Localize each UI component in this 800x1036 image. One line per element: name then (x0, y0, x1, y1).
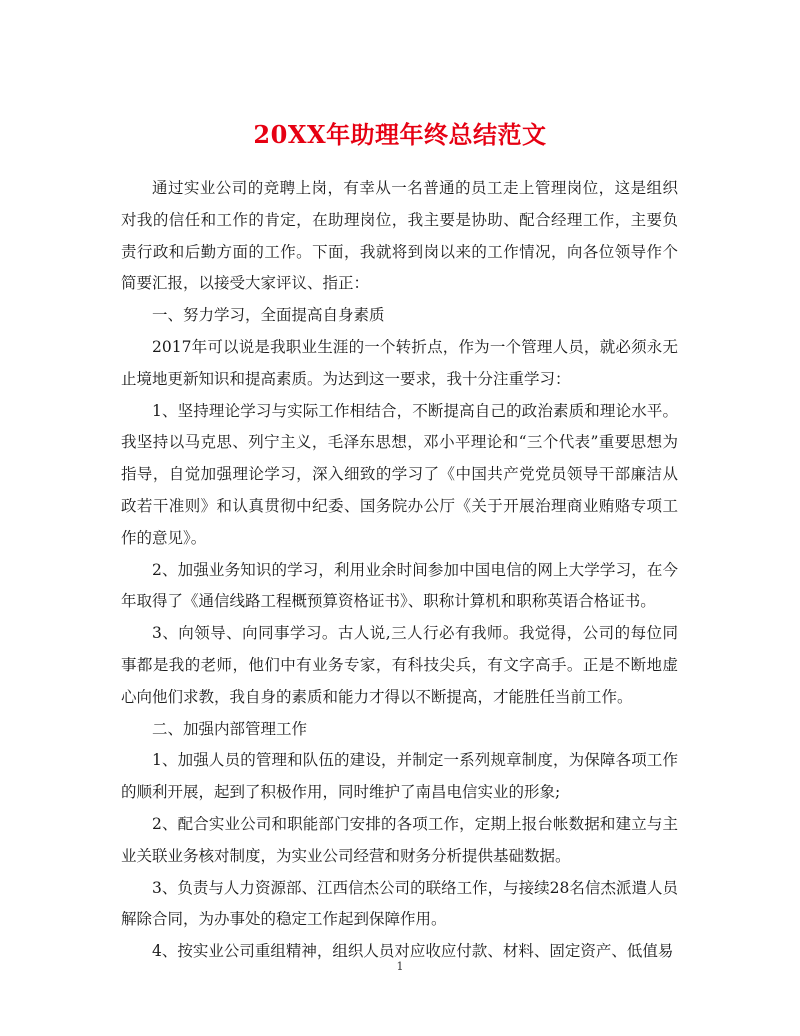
paragraph: 3、向领导、向同事学习。古人说,三人行必有我师。我觉得，公司的每位同事都是我的老师，他们中有业务专家，有科技尖兵，有文字高手。正是不断地虚心向他们求教，我自身的素质和能力才得以不断提高，才能胜任当前工作。 (121, 624, 678, 706)
page-number: 1 (396, 960, 404, 973)
paragraph: 3、负责与人力资源部、江西信杰公司的联络工作，与接续28名信杰派遣人员解除合同，为办事处的稳定工作起到保障作用。 (121, 878, 678, 929)
paragraph: 2、配合实业公司和职能部门安排的各项工作，定期上报台帐数据和建立与主业关联业务核对制度，为实业公司经营和财务分析提供基础数据。 (121, 814, 678, 865)
paragraph: 4、按实业公司重组精神，组织人员对应收应付款、材料、固定资产、低值易 (152, 942, 674, 961)
document-body (121, 173, 678, 968)
paragraph: 1、坚持理论学习与实际工作相结合，不断提高自己的政治素质和理论水平。我坚持以马克思、列宁主义，毛泽东思想，邓小平理论和“三个代表”重要思想为指导，自觉加强理论学习，深入细致的学习了《中国共产党党员领导干部廉洁从政若干准则》和认真贯彻中纪委、国务院办公厅《关于开展治理商业贿赂专项工作的意见》。 (121, 401, 678, 547)
paragraph: 2、加强业务知识的学习，利用业余时间参加中国电信的网上大学学习，在今年取得了《通信线路工程概预算资格证书》、职称计算机和职称英语合格证书。 (121, 560, 678, 611)
section-heading-2: 二、加强内部管理工作 (152, 719, 308, 738)
paragraph: 1、加强人员的管理和队伍的建设，并制定一系列规章制度，为保障各项工作的顺利开展，起到了积极作用，同时维护了南昌电信实业的形象; (121, 751, 678, 802)
section-heading-1: 一、努力学习，全面提高自身素质 (152, 306, 385, 325)
document-title: 20XX年助理年终总结范文 (253, 120, 547, 150)
paragraph-intro: 通过实业公司的竞聘上岗，有幸从一名普通的员工走上管理岗位，这是组织对我的信任和工作的肯定，在助理岗位，我主要是协助、配合经理工作，主要负责行政和后勤方面的工作。下面，我就将到岗以来的工作情况，向各位领导作个简要汇报，以接受大家评议、指正： (121, 179, 678, 293)
paragraph: 2017年可以说是我职业生涯的一个转折点，作为一个管理人员，就必须永无止境地更新知识和提高素质。为达到这一要求，我十分注重学习： (121, 337, 678, 388)
